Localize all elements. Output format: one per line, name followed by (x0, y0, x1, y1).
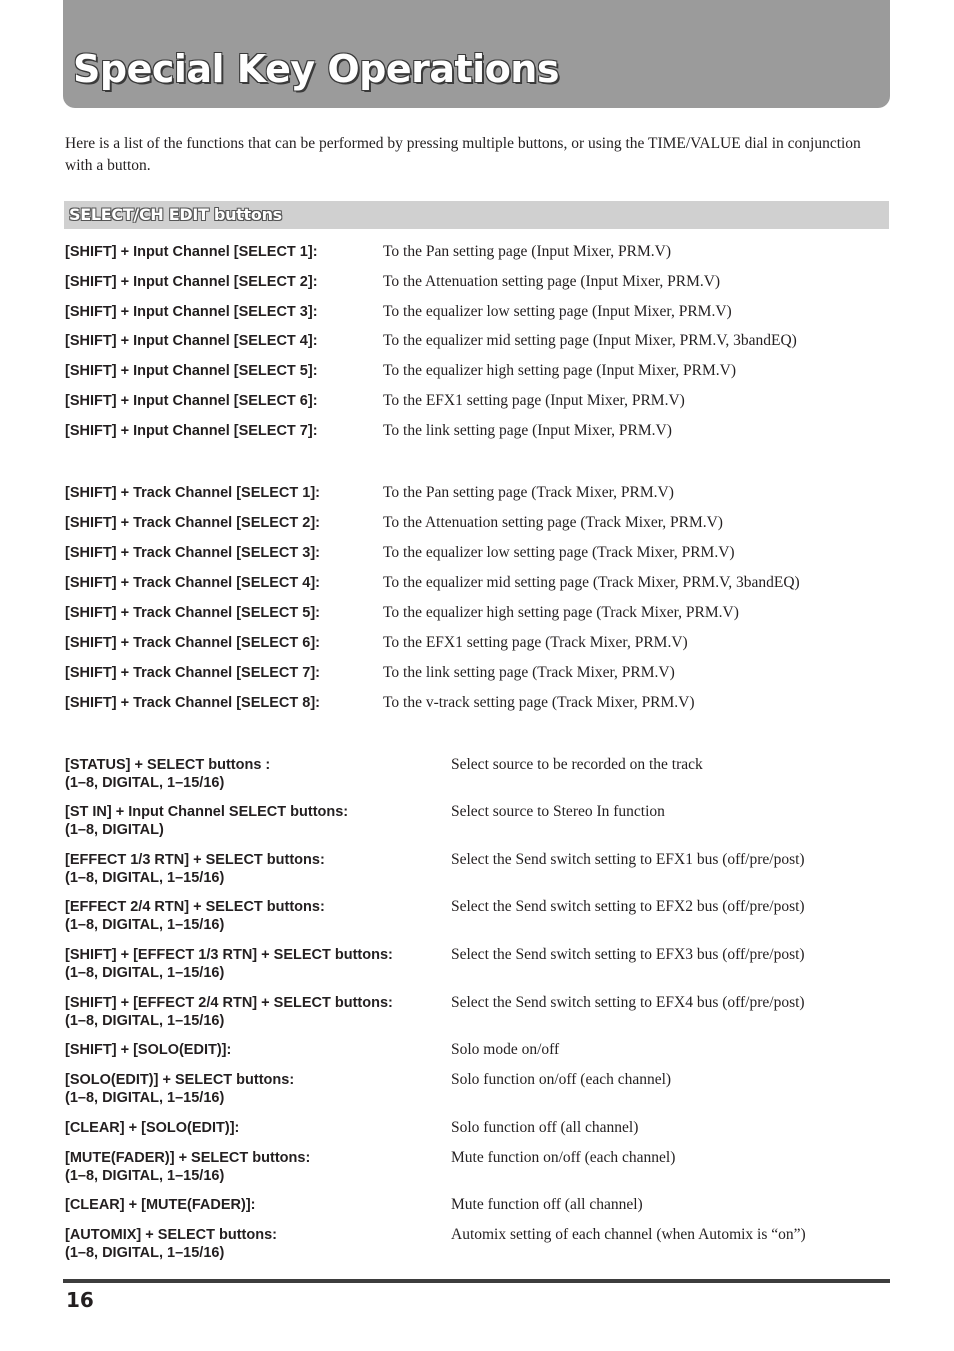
key-combination: [SHIFT] + Track Channel [SELECT 3]: (65, 545, 320, 561)
key-combination: [SHIFT] + Track Channel [SELECT 2]: (65, 515, 320, 531)
function-description: To the Attenuation setting page (Track Mixer, PRM.V) (383, 514, 723, 531)
key-combination (65, 946, 393, 982)
key-combination: [SHIFT] + Track Channel [SELECT 6]: (65, 635, 320, 651)
function-description: To the EFX1 setting page (Input Mixer, PRM.V) (383, 392, 685, 409)
function-description: To the Pan setting page (Input Mixer, PRM.V) (383, 243, 672, 260)
section-title: SELECT/CH EDIT buttons (69, 205, 282, 224)
key-combination (65, 1119, 239, 1137)
function-description: Select the Send switch setting to EFX2 bus (off/pre/post) (451, 898, 805, 915)
function-description: Select source to Stereo In function (451, 803, 665, 820)
key-range: (1–8, DIGITAL, 1–15/16) (65, 870, 225, 886)
intro-paragraph: Here is a list of the functions that can be performed by pressing multiple buttons, or using the TIME/VALUE dial in conjunction with a button. (65, 135, 861, 174)
key-combination: [SHIFT] + Input Channel [SELECT 5]: (65, 363, 318, 379)
key-range: (1–8, DIGITAL, 1–15/16) (65, 917, 225, 933)
function-description: To the equalizer low setting page (Track Mixer, PRM.V) (383, 544, 735, 561)
footer-divider (63, 1279, 890, 1283)
function-description: To the link setting page (Input Mixer, PRM.V) (383, 422, 672, 439)
key-range: (1–8, DIGITAL, 1–15/16) (65, 1013, 225, 1029)
function-description: Select source to be recorded on the track (451, 756, 703, 773)
key-combination: [SHIFT] + Track Channel [SELECT 1]: (65, 485, 320, 501)
key-range: (1–8, DIGITAL, 1–15/16) (65, 1090, 225, 1106)
function-description: Solo function off (all channel) (451, 1119, 639, 1136)
function-description: To the EFX1 setting page (Track Mixer, PRM.V) (383, 634, 688, 651)
key-line: [MUTE(FADER)] + SELECT buttons: (65, 1150, 311, 1166)
page-title: Special Key Operations (73, 47, 559, 91)
function-description: To the equalizer high setting page (Track Mixer, PRM.V) (383, 604, 739, 621)
key-combination (65, 1196, 256, 1214)
key-line: [EFFECT 2/4 RTN] + SELECT buttons: (65, 899, 325, 915)
key-combination: [SHIFT] + Input Channel [SELECT 2]: (65, 274, 318, 290)
key-line: [AUTOMIX] + SELECT buttons: (65, 1227, 277, 1243)
key-line: [CLEAR] + [SOLO(EDIT)]: (65, 1120, 240, 1136)
key-combination: [SHIFT] + Input Channel [SELECT 3]: (65, 304, 318, 320)
section-header (64, 201, 889, 229)
key-combination (65, 803, 348, 839)
key-combination: [SHIFT] + Input Channel [SELECT 4]: (65, 333, 318, 349)
page-number: 16 (66, 1288, 94, 1312)
key-line: [ST IN] + Input Channel SELECT buttons: (65, 804, 349, 820)
function-description: To the Attenuation setting page (Input Mixer, PRM.V) (383, 273, 721, 290)
key-line: [SOLO(EDIT)] + SELECT buttons: (65, 1072, 295, 1088)
function-description: Mute function off (all channel) (451, 1196, 643, 1213)
key-range: (1–8, DIGITAL, 1–15/16) (65, 965, 225, 981)
function-description: To the Pan setting page (Track Mixer, PRM.V) (383, 484, 674, 501)
key-range: (1–8, DIGITAL, 1–15/16) (65, 1168, 225, 1184)
function-description: Solo function on/off (each channel) (451, 1071, 672, 1088)
key-line: [SHIFT] + [SOLO(EDIT)]: (65, 1042, 232, 1058)
title-banner (63, 0, 890, 108)
key-combination: [SHIFT] + Track Channel [SELECT 8]: (65, 695, 320, 711)
key-combination (65, 1226, 277, 1262)
key-combination (65, 851, 325, 887)
key-line: [EFFECT 1/3 RTN] + SELECT buttons: (65, 852, 325, 868)
key-line: [CLEAR] + [MUTE(FADER)]: (65, 1197, 256, 1213)
key-combination: [SHIFT] + Track Channel [SELECT 7]: (65, 665, 320, 681)
key-combination (65, 756, 270, 792)
key-combination: [SHIFT] + Input Channel [SELECT 6]: (65, 393, 318, 409)
key-range: (1–8, DIGITAL) (65, 822, 164, 838)
function-description: To the link setting page (Track Mixer, PRM.V) (383, 664, 675, 681)
function-description: Automix setting of each channel (when Automix is “on”) (451, 1226, 806, 1243)
key-combination (65, 994, 393, 1030)
key-combination (65, 1149, 310, 1185)
function-description: Solo mode on/off (451, 1041, 560, 1058)
key-combination: [SHIFT] + Input Channel [SELECT 1]: (65, 244, 318, 260)
key-combination: [SHIFT] + Track Channel [SELECT 5]: (65, 605, 320, 621)
function-description: To the equalizer mid setting page (Input Mixer, PRM.V, 3bandEQ) (383, 332, 797, 349)
function-description: Select the Send switch setting to EFX4 bus (off/pre/post) (451, 994, 805, 1011)
function-description: To the v-track setting page (Track Mixer, PRM.V) (383, 694, 695, 711)
key-line: [SHIFT] + [EFFECT 2/4 RTN] + SELECT buttons: (65, 995, 393, 1011)
key-combination (65, 1041, 231, 1059)
function-description: Select the Send switch setting to EFX3 bus (off/pre/post) (451, 946, 805, 963)
function-description: Mute function on/off (each channel) (451, 1149, 676, 1166)
key-combination (65, 898, 325, 934)
key-range: (1–8, DIGITAL, 1–15/16) (65, 775, 225, 791)
key-combination: [SHIFT] + Input Channel [SELECT 7]: (65, 423, 318, 439)
key-combination (65, 1071, 294, 1107)
key-line: [SHIFT] + [EFFECT 1/3 RTN] + SELECT buttons: (65, 947, 393, 963)
function-description: To the equalizer high setting page (Input Mixer, PRM.V) (383, 362, 736, 379)
key-range: (1–8, DIGITAL, 1–15/16) (65, 1245, 225, 1261)
function-description: To the equalizer low setting page (Input Mixer, PRM.V) (383, 303, 732, 320)
key-line: [STATUS] + SELECT buttons : (65, 757, 271, 773)
function-description: Select the Send switch setting to EFX1 bus (off/pre/post) (451, 851, 805, 868)
function-description: To the equalizer mid setting page (Track Mixer, PRM.V, 3bandEQ) (383, 574, 800, 591)
key-combination: [SHIFT] + Track Channel [SELECT 4]: (65, 575, 320, 591)
